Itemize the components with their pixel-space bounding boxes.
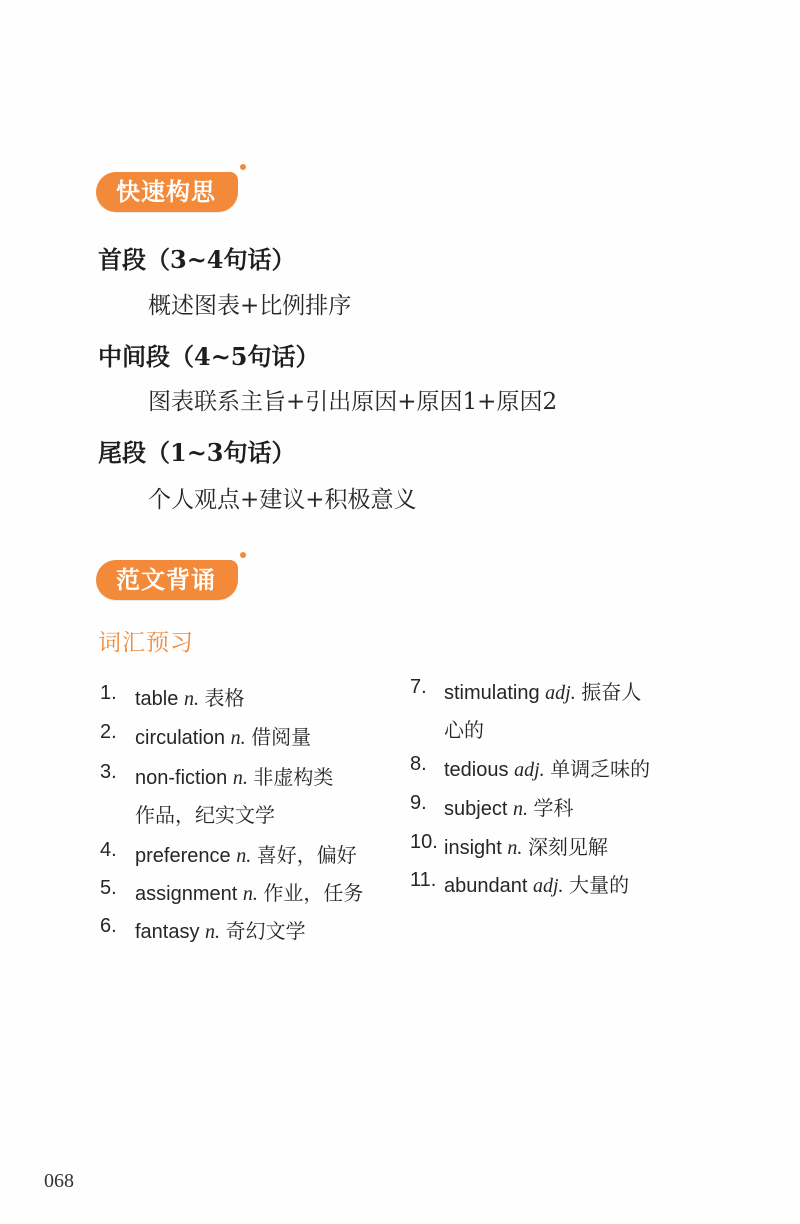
vocab-meaning: 喜好，偏好 [256,843,357,867]
paragraph-content-first: 概述图表+比例排序 [148,293,352,319]
vocab-number: 11. [410,869,437,891]
section-badge-quick-idea [96,172,238,212]
vocab-number: 2. [100,721,117,743]
vocab-word: stimulating [444,682,540,704]
vocab-word: circulation [135,727,226,749]
vocab-pos: n. [183,688,199,710]
vocab-preview-title: 词汇预习 [98,630,194,656]
vocab-pos: n. [242,883,258,905]
paragraph-heading-last: 尾段（1~3句话） [98,438,296,467]
badge-dot [240,164,246,170]
vocab-word: assignment [135,883,238,905]
vocab-pos: n. [507,837,523,859]
badge-dot [240,552,246,558]
vocab-pos: adj. [545,682,576,704]
vocab-meaning: 表格 [204,686,245,710]
vocab-number: 9. [410,792,427,814]
vocab-number: 1. [100,682,117,704]
vocab-number: 3. [100,761,117,783]
vocab-meaning: 奇幻文学 [225,919,306,943]
vocab-word: preference [135,845,231,867]
section-badge-label: 范文背诵 [116,565,216,594]
vocab-pos: n. [230,727,246,749]
vocab-meaning-line2: 心的 [444,720,484,742]
vocab-meaning: 作业，任务 [263,881,364,905]
vocab-word: tedious [444,759,509,781]
vocab-pos: n. [512,798,528,820]
vocab-meaning: 振奋人 [581,680,642,704]
vocab-meaning: 学科 [533,796,574,820]
vocab-number: 8. [410,753,427,775]
paragraph-content-middle: 图表联系主旨+引出原因+原因1+原因2 [148,389,558,415]
vocab-meaning-line2: 作品，纪实文学 [135,805,275,827]
vocab-pos: n. [236,845,252,867]
vocab-item-continued [444,714,484,743]
vocab-word: fantasy [135,921,200,943]
vocab-item-continued [135,799,275,828]
vocab-pos: adj. [514,759,545,781]
vocab-word: subject [444,798,508,820]
vocab-number: 6. [100,915,117,937]
paragraph-heading-middle: 中间段（4~5句话） [98,342,320,371]
vocab-list-left [100,682,400,942]
vocab-meaning: 借阅量 [251,725,312,749]
vocab-word: non-fiction [135,767,228,789]
vocab-pos: adj. [532,875,564,897]
section-badge-label: 快速构思 [116,177,216,206]
page-number: 068 [44,1170,74,1192]
vocab-meaning: 非虚构类 [253,765,334,789]
vocab-meaning: 大量的 [569,873,630,897]
vocab-number: 4. [100,839,117,861]
vocab-pos: n. [205,921,221,943]
paragraph-content-last: 个人观点+建议+积极意义 [148,487,417,513]
vocab-meaning: 深刻见解 [527,835,608,859]
vocab-number: 10. [410,831,438,853]
vocab-word: insight [444,837,502,859]
vocab-meaning: 单调乏味的 [550,757,651,781]
vocab-number: 5. [100,877,117,899]
vocab-pos: n. [232,767,248,789]
section-badge-model-essay [96,560,238,600]
vocab-word: table [135,688,179,710]
vocab-number: 7. [410,676,427,698]
vocab-word: abundant [444,875,528,897]
paragraph-heading-first: 首段（3~4句话） [98,245,296,274]
vocab-list-right [410,676,710,906]
